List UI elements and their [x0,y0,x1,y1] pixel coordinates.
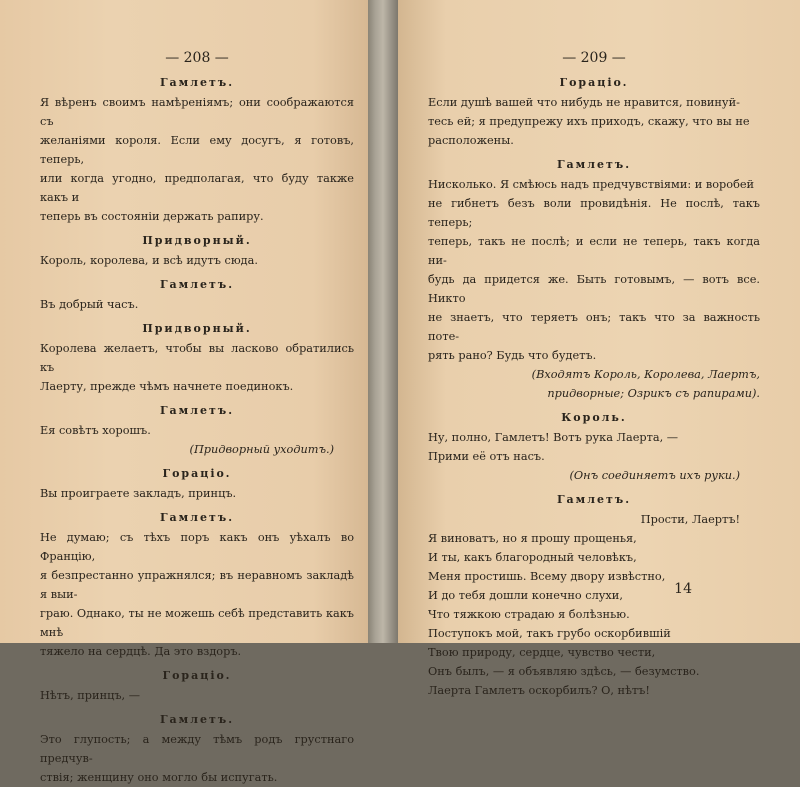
text-line: Если душѣ вашей что нибудь не нравится, повинуй- [428,96,740,109]
text-line: не гибнетъ безъ воли провидѣнія. Не послѣ, такъ теперь; [428,197,760,229]
speaker-name: Горацio. [162,669,232,682]
speaker-name: Король. [561,411,627,424]
text-line: Твою природу, сердце, чувство чести, [428,646,656,659]
speaker-name: Горацio. [559,76,629,89]
text-line: тяжело на сердцѣ. Да это вздоръ. [40,645,242,658]
text-line: или когда угодно, предполагая, что буду также какъ и [40,172,354,204]
prose-passage [428,175,760,365]
text-line: ствія; женщину оно могло бы испугать. [40,771,278,784]
speaker-name: Гамлетъ. [556,493,632,506]
text-line: Я виноватъ, но я прошу прощенья, [428,532,637,545]
verse-line: Прости, Лаертъ! [640,513,740,526]
text-line: Король, королева, и всѣ идутъ сюда. [40,254,258,267]
speaker-name: Гамлетъ. [159,713,235,726]
prose-passage [40,421,354,440]
text-line: теперь, такъ не послѣ; и если не теперь, такъ когда ни- [428,235,760,267]
page-number: — 208 — [165,50,229,66]
prose-passage [40,730,354,787]
page-number: — 209 — [562,50,626,66]
speaker-name: Гамлетъ. [159,511,235,524]
text-line: не знаетъ, что теряетъ онъ; такъ что за важность потe- [428,311,760,343]
text-line: Лаерту, прежде чѣмъ начнете поединокъ. [40,380,294,393]
book-gutter [368,0,398,643]
text-line: придворные; Озрикъ съ рапирами). [547,387,760,400]
text-line: теперь въ состояніи держать рапиру. [40,210,264,223]
text-line: Лаерта Гамлетъ оскорбилъ? О, нѣтъ! [428,684,650,697]
text-line: Вы проиграете закладъ, принцъ. [40,487,237,500]
prose-passage [40,251,354,270]
text-line: Я вѣренъ своимъ намѣреніямъ; они соображаются съ [40,96,354,128]
verse-passage [428,529,760,700]
stage-direction: (Онъ соединяетъ ихъ руки.) [569,469,740,482]
page-body [40,76,354,787]
text-line: Нисколько. Я смѣюсь надъ предчувствіями: и воробей [428,178,755,191]
text-line: Прими её отъ насъ. [428,450,545,463]
speaker-name: Гамлетъ. [159,404,235,417]
prose-passage [428,93,760,150]
text-line: Нѣтъ, принцъ, — [40,689,141,702]
speaker-name: Гамлетъ. [556,158,632,171]
text-line: Ну, полно, Гамлетъ! Вотъ рука Лаерта, — [428,431,679,444]
text-line: расположены. [428,134,514,147]
right-page [398,0,800,697]
text-line: Онъ былъ, — я объявляю здѣсь, — безумство. [428,665,700,678]
text-line: будь да придется же. Быть готовымъ, — вотъ все. Никто [428,273,760,305]
text-line: И до тебя дошли конечно слухи, [428,589,623,602]
prose-passage [40,295,354,314]
text-line: Это глупость; а между тѣмъ родъ грустнаго предчув- [40,733,354,765]
text-line: тесь ей; я предупрежу ихъ приходъ, скажу, что вы не [428,115,750,128]
stage-direction [428,365,760,403]
text-line: желаніями короля. Если ему досугъ, я готовъ, теперь, [40,134,354,166]
text-line: Въ добрый часъ. [40,298,139,311]
text-line: Меня простишь. Всему двору извѣстно, [428,570,666,583]
speaker-name: Придворный. [142,234,252,247]
left-page [0,0,368,784]
speaker-name: Придворный. [142,322,252,335]
text-line: Королева желаетъ, чтобы вы ласково обратились къ [40,342,354,374]
prose-passage [40,686,354,705]
prose-passage [40,339,354,396]
prose-passage [40,528,354,661]
text-line: рять рано? Будь что будетъ. [428,349,597,362]
signature-mark: 14 [674,581,692,597]
text-line: И ты, какъ благородный человѣкъ, [428,551,637,564]
page-body [428,76,760,700]
text-line: я безпрестанно упражнялся; въ неравномъ закладѣ я выи- [40,569,354,601]
text-line: граю. Однако, ты не можешь себѣ представить какъ мнѣ [40,607,354,639]
verse-passage [428,428,760,466]
text-line: (Входятъ Король, Королева, Лаертъ, [531,368,760,381]
prose-passage [40,93,354,226]
text-line: Что тяжкою страдаю я болѣзнью. [428,608,630,621]
speaker-name: Горацio. [162,467,232,480]
text-line: Ея совѣтъ хорошъ. [40,424,151,437]
text-line: Поступокъ мой, такъ грубо оскорбившій [428,627,671,640]
speaker-name: Гамлетъ. [159,278,235,291]
prose-passage [40,484,354,503]
stage-direction: (Придворный уходитъ.) [189,443,334,456]
text-line: Не думаю; съ тѣхъ поръ какъ онъ уѣхалъ во Францію, [40,531,354,563]
speaker-name: Гамлетъ. [159,76,235,89]
